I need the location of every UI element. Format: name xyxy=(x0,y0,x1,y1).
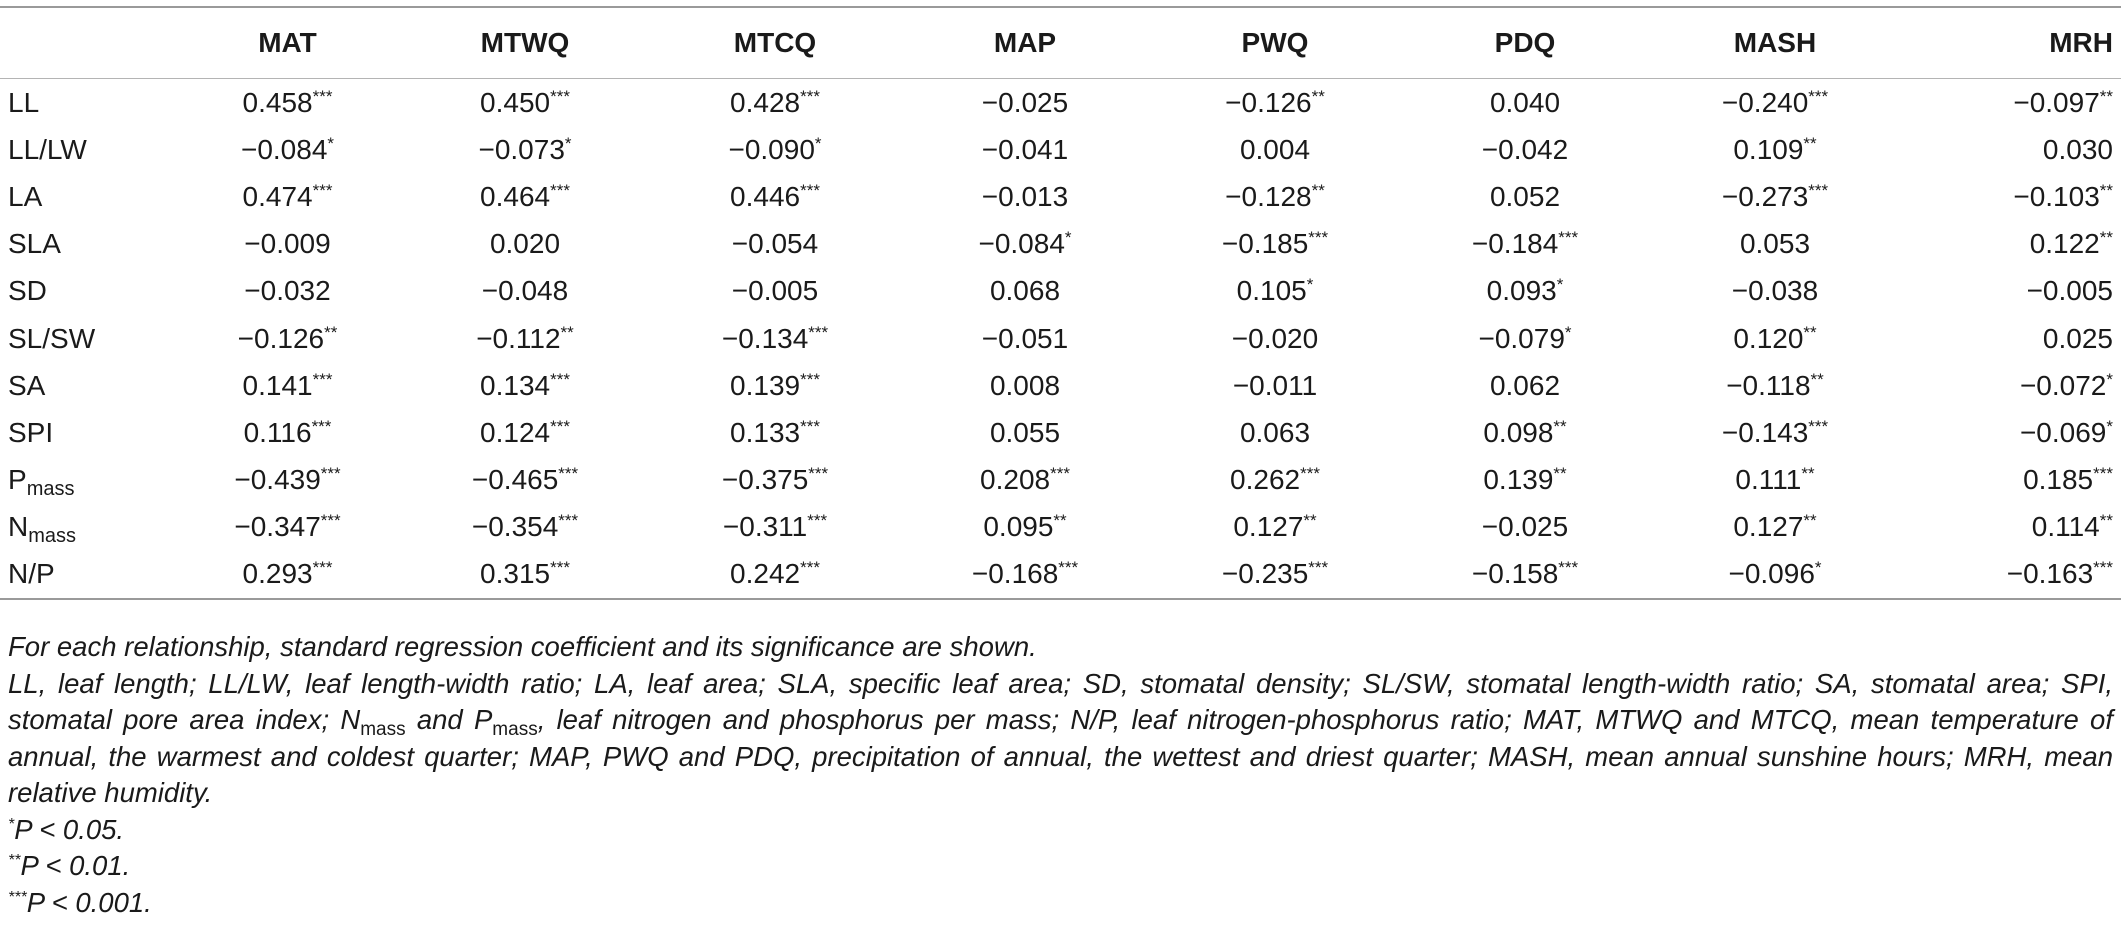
abbreviations-note: LL, leaf length; LL/LW, leaf length-width ratio; LA, leaf area; SLA, specific leaf area; SD, stomatal density; SL/SW, stomatal length-width ratio; SA, stomatal area; SPI, stomatal pore area index; $N_{mass}$ and $P_{mass}$, leaf nitrogen and phosphorus per mass; N/P, leaf nitrogen-phosphorus ratio; MAT, MTWQ and MTCQ, mean temperature of annual, the warmest and coldest quarter; MAP, PWQ and PDQ, precipitation of annual, the wettest and driest quarter; MASH, mean annual sunshine hours; MRH, mean relative humidity. xyxy=(8,667,2113,808)
significance-stars: *** xyxy=(550,416,570,436)
coefficient-cell: −0.112** xyxy=(476,322,574,354)
significance-stars: ** xyxy=(1311,86,1325,106)
row-label: SPI xyxy=(8,416,54,448)
coefficient-cell: 0.109** xyxy=(1733,133,1817,165)
table-footnotes xyxy=(8,629,2113,921)
significance-stars: *** xyxy=(1808,86,1829,106)
significance-stars: ** xyxy=(2099,86,2113,106)
table-row xyxy=(0,504,2121,551)
coefficient-cell: −0.069* xyxy=(2019,416,2113,448)
row-label: LL/LW xyxy=(8,133,87,165)
coefficient-cell: 0.062 xyxy=(1489,369,1561,401)
significance-stars: *** xyxy=(320,464,341,484)
coefficient-cell: −0.009 xyxy=(244,228,331,260)
significance-stars: *** xyxy=(807,511,828,531)
significance-stars: *** xyxy=(1058,558,1079,578)
header-cell: MRH xyxy=(1900,7,2121,79)
table-body xyxy=(0,79,2121,600)
coefficient-cell: −0.054 xyxy=(731,228,819,260)
coefficient-cell: −0.011 xyxy=(1232,369,1318,401)
coefficient-cell: −0.005 xyxy=(731,275,819,307)
coefficient-cell: −0.375*** xyxy=(721,464,829,496)
significance-stars: *** xyxy=(1300,464,1320,484)
significance-stars: *** xyxy=(2093,464,2113,484)
header-cell: PDQ xyxy=(1400,7,1650,79)
coefficient-cell: −0.051 xyxy=(981,322,1069,354)
significance-stars: * xyxy=(2106,369,2113,389)
coefficient-cell: −0.013 xyxy=(981,180,1069,212)
significance-stars: *** xyxy=(1308,228,1329,248)
coefficient-cell: −0.084* xyxy=(240,133,335,165)
coefficient-cell: 0.139*** xyxy=(730,369,820,401)
row-label: $P_{mass}$ xyxy=(8,464,75,501)
header-cell xyxy=(0,7,175,79)
significance-stars: ** xyxy=(2099,228,2113,248)
coefficient-cell: −0.347*** xyxy=(234,511,341,543)
significance-stars: *** xyxy=(1808,416,1829,436)
coefficient-cell: 0.040 xyxy=(1489,86,1561,118)
regression-table xyxy=(0,6,2121,600)
coefficient-cell: 0.127** xyxy=(1733,511,1817,543)
significance-note: *P < 0.05. xyxy=(8,813,125,845)
table-row xyxy=(0,268,2121,315)
row-label: $N_{mass}$ xyxy=(8,511,77,548)
coefficient-cell: 0.004 xyxy=(1239,133,1311,165)
significance-stars: *** xyxy=(550,86,570,106)
significance-stars: * xyxy=(327,133,335,153)
coefficient-cell: 0.068 xyxy=(989,275,1061,307)
coefficient-cell: −0.096* xyxy=(1650,551,1900,599)
header-cell: MASH xyxy=(1650,7,1900,79)
significance-stars: *** xyxy=(320,511,341,531)
coefficient-cell: −0.143*** xyxy=(1721,416,1829,448)
coefficient-cell: −0.020 xyxy=(1231,322,1319,354)
coefficient-cell: 0.093* xyxy=(1486,275,1564,307)
significance-stars: *** xyxy=(1308,558,1329,578)
significance-stars: *** xyxy=(2093,558,2113,578)
significance-stars: ** xyxy=(324,322,338,342)
coefficient-cell: 0.120** xyxy=(1733,322,1817,354)
significance-stars: * xyxy=(814,133,822,153)
significance-stars: ** xyxy=(1303,511,1317,531)
coefficient-cell: −0.103** xyxy=(2013,180,2113,212)
row-label: LA xyxy=(8,180,43,212)
coefficient-cell: 0.111** xyxy=(1735,464,1815,496)
coefficient-cell: −0.084* xyxy=(978,228,1072,260)
significance-stars: ** xyxy=(1801,464,1815,484)
significance-stars: * xyxy=(1564,322,1572,342)
table-row xyxy=(0,126,2121,173)
coefficient-cell: −0.032 xyxy=(244,275,331,307)
coefficient-cell: 0.124*** xyxy=(480,416,570,448)
table-row xyxy=(0,315,2121,362)
significance-stars: *** xyxy=(550,180,570,200)
significance-note: ***P < 0.001. xyxy=(8,886,152,918)
coefficient-cell: −0.025 xyxy=(1481,511,1569,543)
significance-stars: *** xyxy=(800,416,820,436)
header-cell: MTCQ xyxy=(650,7,900,79)
significance-stars: *** xyxy=(312,180,333,200)
significance-stars: *** xyxy=(558,464,579,484)
significance-stars: *** xyxy=(800,86,820,106)
coefficient-cell: 0.053 xyxy=(1739,228,1811,260)
significance-stars: *** xyxy=(1050,464,1070,484)
coefficient-cell: 0.446*** xyxy=(730,180,820,212)
row-label: SD xyxy=(8,275,47,307)
significance-stars: * xyxy=(1064,228,1072,248)
significance-note: **P < 0.01. xyxy=(8,850,131,881)
coefficient-cell: −0.072* xyxy=(2019,369,2113,401)
coefficient-cell: 0.133*** xyxy=(730,416,820,448)
coefficient-cell: −0.042 xyxy=(1481,133,1569,165)
significance-stars: *** xyxy=(800,558,820,578)
significance-stars: ** xyxy=(1803,511,1817,531)
coefficient-cell: −0.163*** xyxy=(1900,551,2121,599)
significance-stars: ** xyxy=(1553,464,1567,484)
table-row xyxy=(0,457,2121,504)
table-row xyxy=(0,551,2121,599)
coefficient-cell: −0.439*** xyxy=(234,464,341,496)
significance-stars: *** xyxy=(800,180,820,200)
table-row xyxy=(0,79,2121,127)
coefficient-cell: 0.315*** xyxy=(400,551,650,599)
coefficient-cell: −0.038 xyxy=(1731,275,1819,307)
coefficient-cell: 0.030 xyxy=(2042,133,2113,165)
table-row xyxy=(0,221,2121,268)
coefficient-cell: −0.134*** xyxy=(721,322,829,354)
coefficient-cell: 0.063 xyxy=(1239,416,1311,448)
significance-stars: ** xyxy=(2099,511,2113,531)
coefficient-cell: −0.465*** xyxy=(471,464,579,496)
significance-stars: *** xyxy=(550,369,570,389)
significance-stars: *** xyxy=(312,369,333,389)
coefficient-cell: −0.048 xyxy=(481,275,569,307)
significance-stars: *** xyxy=(312,558,333,578)
coefficient-cell: −0.041 xyxy=(981,133,1069,165)
coefficient-cell: 0.116*** xyxy=(243,416,332,448)
significance-stars: *** xyxy=(550,558,570,578)
row-label: SA xyxy=(8,369,46,401)
significance-stars: ** xyxy=(1803,322,1817,342)
significance-stars: *** xyxy=(1808,180,1829,200)
table-row xyxy=(0,173,2121,220)
row-label: N/P xyxy=(0,551,175,599)
coefficient-cell: −0.097** xyxy=(2013,86,2113,118)
coefficient-cell: 0.105* xyxy=(1236,275,1314,307)
coefficient-cell: −0.005 xyxy=(2026,275,2113,307)
coefficient-cell: −0.168*** xyxy=(900,551,1150,599)
coefficient-cell: −0.240*** xyxy=(1721,86,1829,118)
coefficient-cell: −0.090* xyxy=(728,133,822,165)
significance-stars: * xyxy=(564,133,572,153)
table-row xyxy=(0,409,2121,456)
coefficient-cell: 0.122** xyxy=(2029,228,2113,260)
significance-stars: *** xyxy=(808,464,829,484)
coefficient-cell: 0.474*** xyxy=(242,180,333,212)
significance-stars: * xyxy=(1814,558,1822,578)
caption-note: For each relationship, standard regression coefficient and its significance are shown. xyxy=(8,631,1037,662)
row-label: LL xyxy=(8,86,40,118)
coefficient-cell: 0.262*** xyxy=(1230,464,1320,496)
significance-stars: *** xyxy=(808,322,829,342)
table-row xyxy=(0,362,2121,409)
coefficient-cell: 0.025 xyxy=(2042,322,2113,354)
header-cell: MTWQ xyxy=(400,7,650,79)
significance-stars: * xyxy=(1556,275,1564,295)
coefficient-cell: 0.127** xyxy=(1233,511,1317,543)
coefficient-cell: 0.055 xyxy=(989,416,1061,448)
coefficient-cell: 0.098** xyxy=(1483,416,1567,448)
coefficient-cell: −0.158*** xyxy=(1400,551,1650,599)
coefficient-cell: 0.450*** xyxy=(480,86,570,118)
header-cell: MAP xyxy=(900,7,1150,79)
coefficient-cell: 0.139** xyxy=(1483,464,1567,496)
significance-stars: * xyxy=(1306,275,1314,295)
coefficient-cell: 0.114** xyxy=(2031,511,2113,543)
row-label: SL/SW xyxy=(8,322,96,354)
significance-stars: ** xyxy=(1810,369,1824,389)
significance-stars: ** xyxy=(1053,511,1067,531)
coefficient-cell: 0.242*** xyxy=(650,551,900,599)
coefficient-cell: −0.126** xyxy=(1225,86,1325,118)
significance-stars: *** xyxy=(1558,228,1579,248)
coefficient-cell: 0.185*** xyxy=(2023,464,2113,496)
significance-stars: *** xyxy=(311,416,332,436)
row-label: SLA xyxy=(8,228,61,260)
coefficient-cell: −0.273*** xyxy=(1721,180,1829,212)
coefficient-cell: 0.134*** xyxy=(480,369,570,401)
coefficient-cell: −0.184*** xyxy=(1471,228,1579,260)
significance-stars: *** xyxy=(1558,558,1579,578)
coefficient-cell: −0.073* xyxy=(478,133,572,165)
significance-stars: ** xyxy=(1553,416,1567,436)
significance-stars: * xyxy=(2106,416,2113,436)
header-cell: MAT xyxy=(175,7,400,79)
coefficient-cell: 0.208*** xyxy=(980,464,1070,496)
coefficient-cell: −0.311*** xyxy=(722,511,828,543)
coefficient-cell: −0.354*** xyxy=(471,511,579,543)
significance-stars: *** xyxy=(312,86,333,106)
coefficient-cell: 0.141*** xyxy=(242,369,333,401)
header-cell: PWQ xyxy=(1150,7,1400,79)
coefficient-cell: −0.118** xyxy=(1726,369,1824,401)
coefficient-cell: 0.458*** xyxy=(242,86,333,118)
coefficient-cell: 0.428*** xyxy=(730,86,820,118)
header-row xyxy=(0,7,2121,79)
coefficient-cell: −0.025 xyxy=(981,86,1069,118)
coefficient-cell: −0.185*** xyxy=(1221,228,1329,260)
coefficient-cell: 0.464*** xyxy=(480,180,570,212)
coefficient-cell: 0.020 xyxy=(489,228,561,260)
coefficient-cell: 0.293*** xyxy=(175,551,400,599)
significance-stars: ** xyxy=(1311,180,1325,200)
coefficient-cell: 0.095** xyxy=(983,511,1067,543)
coefficient-cell: −0.126** xyxy=(237,322,338,354)
coefficient-cell: 0.052 xyxy=(1489,180,1561,212)
coefficient-cell: −0.128** xyxy=(1225,180,1325,212)
significance-stars: *** xyxy=(558,511,579,531)
significance-stars: ** xyxy=(2099,180,2113,200)
significance-stars: *** xyxy=(800,369,820,389)
coefficient-cell: −0.079* xyxy=(1478,322,1572,354)
coefficient-cell: −0.235*** xyxy=(1150,551,1400,599)
significance-stars: ** xyxy=(560,322,574,342)
significance-stars: ** xyxy=(1803,133,1817,153)
coefficient-cell: 0.008 xyxy=(989,369,1061,401)
